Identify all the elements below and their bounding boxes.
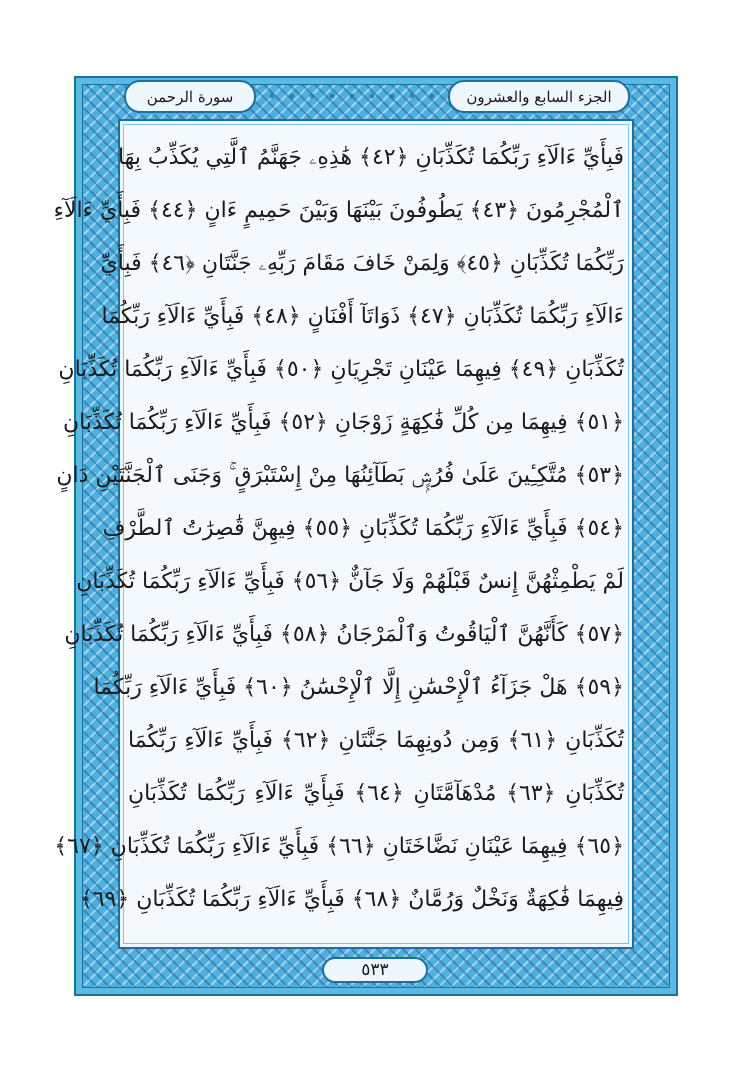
verse-line-12: تُكَذِّبَانِ ﴿٦١﴾ وَمِن دُونِهِمَا جَنَّتَانِ ﴿٦٢﴾ فَبِأَيِّ ءَالَآءِ رَبِّكُمَا [128,728,624,753]
verse-line-8: ﴿٥٤﴾ فَبِأَيِّ ءَالَآءِ رَبِّكُمَا تُكَذِّبَانِ ﴿٥٥﴾ فِيهِنَّ قَٰصِرَٰتُ ٱلطَّرْفِ [102,516,624,541]
verse-line-14: ﴿٦٥﴾ فِيهِمَا عَيْنَانِ نَضَّاخَتَانِ ﴿٦٦﴾ فَبِأَيِّ ءَالَآءِ رَبِّكُمَا تُكَذِّبَانِ ﴿٦٧﴾ [54,834,624,859]
header-ornament [262,84,442,108]
verse-line-5: تُكَذِّبَانِ ﴿٤٩﴾ فِيهِمَا عَيْنَانِ تَجْرِيَانِ ﴿٥٠﴾ فَبِأَيِّ ءَالَآءِ رَبِّكُمَا تُكَذِّبَانِ [58,357,624,382]
verse-line-2: ٱلْمُجْرِمُونَ ﴿٤٣﴾ يَطُوفُونَ بَيْنَهَا وَبَيْنَ حَمِيمٍ ءَانٍ ﴿٤٤﴾ فَبِأَيِّ ءَالَآءِ [53,198,624,223]
verse-line-4: ءَالَآءِ رَبِّكُمَا تُكَذِّبَانِ ﴿٤٧﴾ ذَوَاتَآ أَفْنَانٍ ﴿٤٨﴾ فَبِأَيِّ ءَالَآءِ رَبِّكُمَا [101,304,624,329]
verse-line-6: ﴿٥١﴾ فِيهِمَا مِن كُلِّ فَٰكِهَةٍ زَوْجَانِ ﴿٥٢﴾ فَبِأَيِّ ءَالَآءِ رَبِّكُمَا تُكَذِّبَانِ [62,410,624,435]
verse-line-1: فَبِأَيِّ ءَالَآءِ رَبِّكُمَا تُكَذِّبَانِ ﴿٤٢﴾ هَٰذِهِۦ جَهَنَّمُ ٱلَّتِي يُكَذِّبُ بِهَا [117,145,624,170]
juz-title [448,80,630,113]
page-number [322,957,428,983]
surah-title [124,80,256,113]
juz-title-text: الجزء السابع والعشرون [466,87,612,106]
verse-line-11: ﴿٥٩﴾ هَلْ جَزَآءُ ٱلْإِحْسَٰنِ إِلَّا ٱلْإِحْسَٰنُ ﴿٦٠﴾ فَبِأَيِّ ءَالَآءِ رَبِّكُمَا [93,675,624,700]
verse-line-7: ﴿٥٣﴾ مُتَّكِـِٔينَ عَلَىٰ فُرُشٍۭ بَطَآئِنُهَا مِنْ إِسْتَبْرَقٍ ۚ وَجَنَى ٱلْجَنَّتَيْنِ دَانٍ [56,463,624,488]
verse-lines [53,126,624,942]
verse-line-10: ﴿٥٧﴾ كَأَنَّهُنَّ ٱلْيَاقُوتُ وَٱلْمَرْجَانُ ﴿٥٨﴾ فَبِأَيِّ ءَالَآءِ رَبِّكُمَا تُكَذِّبَانِ [64,622,624,647]
verse-line-13: تُكَذِّبَانِ ﴿٦٣﴾ مُدْهَآمَّتَانِ ﴿٦٤﴾ فَبِأَيِّ ءَالَآءِ رَبِّكُمَا تُكَذِّبَانِ [128,781,624,806]
surah-title-text: سورة الرحمن [146,87,234,106]
verse-line-3: رَبِّكُمَا تُكَذِّبَانِ ﴿٤٥﴾ وَلِمَنْ خَافَ مَقَامَ رَبِّهِۦ جَنَّتَانِ ﴿٤٦﴾ فَبِأَيِّ [100,251,624,276]
verse-line-15: فِيهِمَا فَٰكِهَةٌ وَنَخْلٌ وَرُمَّانٌ ﴿٦٨﴾ فَبِأَيِّ ءَالَآءِ رَبِّكُمَا تُكَذِّبَانِ ﴿٦٩﴾ [79,887,624,912]
verse-line-9: لَمْ يَطْمِثْهُنَّ إِنسٌ قَبْلَهُمْ وَلَا جَآنٌّ ﴿٥٦﴾ فَبِأَيِّ ءَالَآءِ رَبِّكُمَا تُكَذِّبَانِ [76,569,624,594]
page-number-text: ٥٣٣ [361,960,389,980]
